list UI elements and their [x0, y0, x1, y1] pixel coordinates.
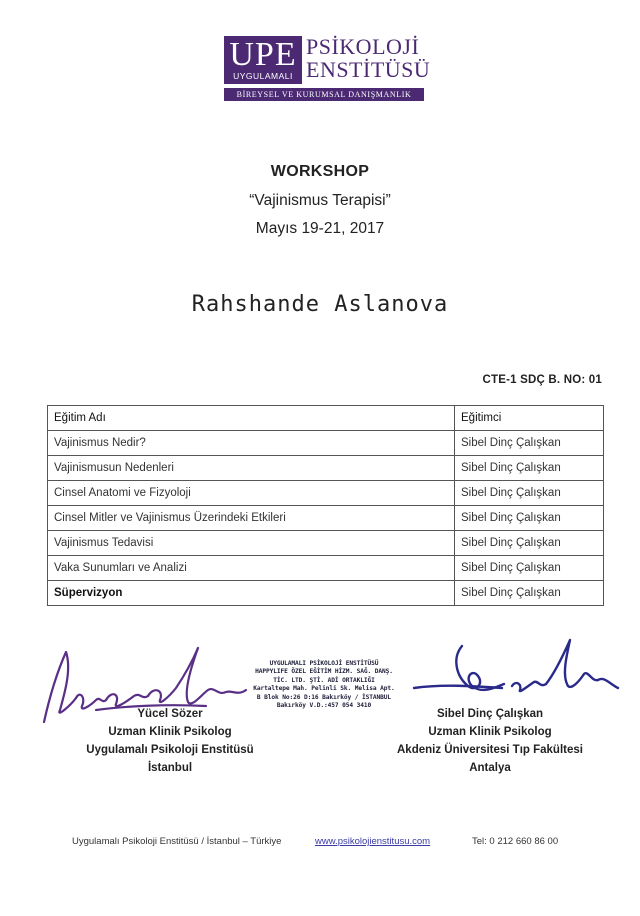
instructor-name: Sibel Dinç Çalışkan [455, 431, 604, 456]
logo-tagline: BİREYSEL VE KURUMSAL DANIŞMANLIK [224, 88, 424, 101]
course-name: Vajinismusun Nedenleri [48, 456, 455, 481]
signatory-name: Yücel Sözer [137, 708, 203, 720]
instructor-name: Sibel Dinç Çalışkan [455, 556, 604, 581]
instructor-name: Sibel Dinç Çalışkan [455, 506, 604, 531]
logo-name-line1: PSİKOLOJİ [306, 34, 420, 59]
table-row [48, 556, 604, 581]
signatory-city: İstanbul [147, 762, 193, 774]
course-name: Vajinismus Nedir? [48, 431, 455, 456]
table-row [48, 506, 604, 531]
header-course-name: Eğitim Adı [48, 406, 455, 431]
course-name: Cinsel Anatomi ve Fizyoloji [48, 481, 455, 506]
stamp-line: HAPPYLIFE ÖZEL EĞİTİM HİZM. SAĞ. DANŞ. [255, 668, 393, 676]
course-name: Vaka Sunumları ve Analizi [48, 556, 455, 581]
table-header-row [48, 406, 604, 431]
table-row [48, 481, 604, 506]
logo-badge [224, 36, 302, 84]
table-row [48, 456, 604, 481]
stamp-line: Bakırköy V.D.:457 054 3410 [276, 702, 372, 710]
table-row [48, 531, 604, 556]
instructor-name: Sibel Dinç Çalışkan [455, 531, 604, 556]
instructor-name: Sibel Dinç Çalışkan [455, 481, 604, 506]
certificate-number: CTE-1 SDÇ B. NO: 01 [482, 374, 602, 386]
company-stamp [236, 660, 412, 710]
signatory-right [380, 705, 600, 777]
course-name: Cinsel Mitler ve Vajinismus Üzerindeki Etkileri [48, 506, 455, 531]
institute-logo [224, 34, 431, 104]
workshop-topic: “Vajinismus Terapisi” [249, 192, 391, 209]
header-instructor: Eğitimci [455, 406, 604, 431]
course-name: Süpervizyon [48, 581, 455, 606]
signatory-org: Uygulamalı Psikoloji Enstitüsü [86, 744, 254, 756]
table-row [48, 581, 604, 606]
participant-name: Rahshande Aslanova [191, 292, 449, 317]
stamp-line: B Blok No:26 D:16 Bakırköy / İSTANBUL [256, 693, 392, 701]
signature-right [412, 628, 622, 708]
logo-abbr-sub: UYGULAMALI [233, 71, 293, 81]
course-name: Vajinismus Tedavisi [48, 531, 455, 556]
signatory-title: Uzman Klinik Psikolog [108, 726, 232, 738]
footer-phone: Tel: 0 212 660 86 00 [472, 836, 559, 847]
signatory-left [50, 705, 290, 777]
logo-abbr: UPE [229, 36, 297, 73]
signatory-name: Sibel Dinç Çalışkan [436, 708, 544, 720]
signatory-city: Antalya [469, 762, 511, 774]
signatory-org: Akdeniz Üniversitesi Tıp Fakültesi [397, 744, 583, 756]
instructor-name: Sibel Dinç Çalışkan [455, 456, 604, 481]
workshop-label: WORKSHOP [270, 163, 370, 180]
course-table [47, 405, 604, 606]
workshop-date: Mayıs 19-21, 2017 [255, 220, 385, 237]
logo-name-line2: ENSTİTÜSÜ [306, 57, 431, 82]
stamp-line: Kartaltepe Mah. Pelinli Sk. Melisa Apt. [253, 685, 395, 693]
signatory-title: Uzman Klinik Psikolog [428, 726, 552, 738]
footer-address: Uygulamalı Psikoloji Enstitüsü / İstanbul – Türkiye [72, 836, 282, 847]
footer [0, 836, 640, 856]
stamp-line: TİC. LTD. ŞTİ. ADİ ORTAKLIĞI [273, 676, 375, 684]
footer-website-link[interactable]: www.psikolojienstitusu.com [315, 836, 431, 847]
table-row [48, 431, 604, 456]
instructor-name: Sibel Dinç Çalışkan [455, 581, 604, 606]
stamp-line: UYGULAMALI PSİKOLOJİ ENSTİTÜSÜ [269, 660, 379, 667]
